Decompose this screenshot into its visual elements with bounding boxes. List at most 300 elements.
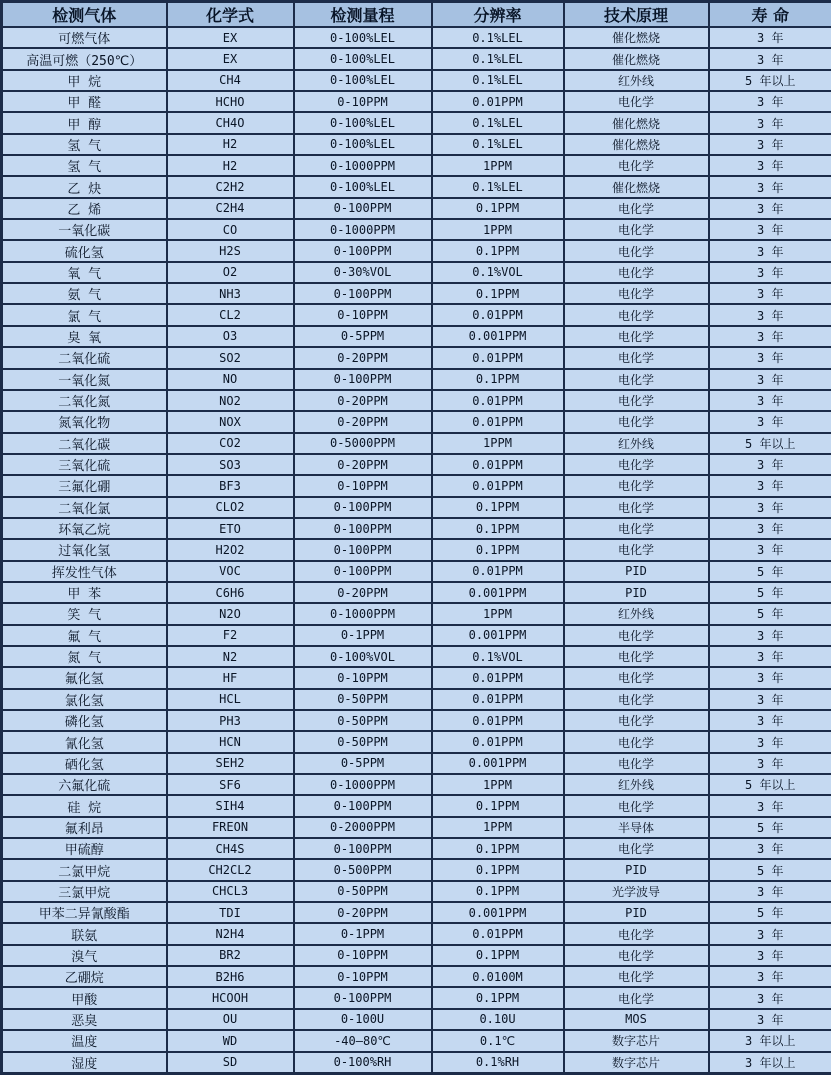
cell-range: 0-100%LEL [294, 70, 432, 91]
cell-gas-name: 硅 烷 [2, 795, 167, 816]
table-row [2, 155, 831, 176]
cell-lifespan: 5 年以上 [709, 774, 831, 795]
cell-principle: 电化学 [564, 987, 709, 1008]
table-row [2, 262, 831, 283]
cell-range: 0-10PPM [294, 304, 432, 325]
cell-principle: 电化学 [564, 155, 709, 176]
cell-gas-name: 氨 气 [2, 283, 167, 304]
cell-gas-name: 三氧化硫 [2, 454, 167, 475]
cell-resolution: 0.1PPM [432, 539, 564, 560]
table-row [2, 667, 831, 688]
cell-lifespan: 3 年 [709, 539, 831, 560]
cell-principle: 电化学 [564, 689, 709, 710]
cell-principle: 电化学 [564, 283, 709, 304]
cell-range: -40—80℃ [294, 1030, 432, 1051]
cell-lifespan: 3 年以上 [709, 1030, 831, 1051]
cell-lifespan: 3 年 [709, 262, 831, 283]
table-row [2, 48, 831, 69]
cell-resolution: 0.01PPM [432, 689, 564, 710]
cell-resolution: 0.01PPM [432, 561, 564, 582]
cell-resolution: 0.1PPM [432, 838, 564, 859]
cell-formula: CLO2 [167, 497, 294, 518]
cell-resolution: 0.01PPM [432, 304, 564, 325]
cell-lifespan: 3 年 [709, 176, 831, 197]
table-row [2, 582, 831, 603]
cell-gas-name: 甲 苯 [2, 582, 167, 603]
column-header-range: 检测量程 [294, 2, 432, 28]
table-row [2, 966, 831, 987]
cell-range: 0-100PPM [294, 198, 432, 219]
column-header-principle: 技术原理 [564, 2, 709, 28]
cell-range: 0-1000PPM [294, 219, 432, 240]
cell-formula: H2 [167, 134, 294, 155]
cell-resolution: 0.01PPM [432, 91, 564, 112]
cell-principle: 电化学 [564, 262, 709, 283]
cell-formula: F2 [167, 625, 294, 646]
table-row [2, 603, 831, 624]
cell-range: 0-100U [294, 1009, 432, 1030]
cell-lifespan: 5 年以上 [709, 70, 831, 91]
cell-formula: BR2 [167, 945, 294, 966]
cell-lifespan: 3 年 [709, 411, 831, 432]
cell-principle: 光学波导 [564, 881, 709, 902]
cell-principle: 红外线 [564, 70, 709, 91]
cell-formula: C2H2 [167, 176, 294, 197]
cell-principle: 电化学 [564, 667, 709, 688]
cell-principle: 催化燃烧 [564, 112, 709, 133]
cell-lifespan: 3 年以上 [709, 1052, 831, 1074]
cell-resolution: 0.1℃ [432, 1030, 564, 1051]
cell-resolution: 0.1PPM [432, 795, 564, 816]
cell-gas-name: 氢 气 [2, 155, 167, 176]
cell-range: 0-100PPM [294, 497, 432, 518]
table-row [2, 753, 831, 774]
cell-resolution: 0.1PPM [432, 240, 564, 261]
cell-lifespan: 3 年 [709, 497, 831, 518]
cell-principle: 电化学 [564, 347, 709, 368]
cell-lifespan: 3 年 [709, 155, 831, 176]
cell-gas-name: 六氟化硫 [2, 774, 167, 795]
cell-gas-name: 二氯甲烷 [2, 859, 167, 880]
cell-range: 0-500PPM [294, 859, 432, 880]
cell-gas-name: 氯化氢 [2, 689, 167, 710]
cell-resolution: 0.10U [432, 1009, 564, 1030]
cell-principle: 电化学 [564, 731, 709, 752]
cell-formula: H2O2 [167, 539, 294, 560]
cell-lifespan: 3 年 [709, 454, 831, 475]
cell-formula: H2 [167, 155, 294, 176]
cell-resolution: 0.001PPM [432, 582, 564, 603]
cell-range: 0-50PPM [294, 689, 432, 710]
cell-gas-name: 乙 烯 [2, 198, 167, 219]
table-row [2, 859, 831, 880]
cell-formula: SO3 [167, 454, 294, 475]
cell-gas-name: 氯 气 [2, 304, 167, 325]
table-row [2, 881, 831, 902]
cell-formula: ETO [167, 518, 294, 539]
cell-formula: CH4O [167, 112, 294, 133]
cell-principle: 催化燃烧 [564, 134, 709, 155]
cell-lifespan: 3 年 [709, 731, 831, 752]
cell-resolution: 0.1PPM [432, 283, 564, 304]
cell-principle: 数字芯片 [564, 1030, 709, 1051]
cell-gas-name: 乙硼烷 [2, 966, 167, 987]
table-row [2, 283, 831, 304]
cell-gas-name: 臭 氧 [2, 326, 167, 347]
cell-lifespan: 3 年 [709, 753, 831, 774]
cell-resolution: 1PPM [432, 817, 564, 838]
cell-resolution: 1PPM [432, 219, 564, 240]
cell-principle: 电化学 [564, 454, 709, 475]
table-row [2, 198, 831, 219]
cell-lifespan: 3 年 [709, 390, 831, 411]
table-row [2, 817, 831, 838]
cell-formula: CO [167, 219, 294, 240]
cell-principle: 电化学 [564, 369, 709, 390]
cell-resolution: 0.01PPM [432, 347, 564, 368]
cell-formula: SF6 [167, 774, 294, 795]
table-row [2, 923, 831, 944]
cell-range: 0-20PPM [294, 347, 432, 368]
cell-principle: PID [564, 582, 709, 603]
cell-principle: PID [564, 561, 709, 582]
cell-gas-name: 二氧化氯 [2, 497, 167, 518]
cell-gas-name: 三氟化硼 [2, 475, 167, 496]
cell-gas-name: 甲 烷 [2, 70, 167, 91]
cell-resolution: 0.1%LEL [432, 176, 564, 197]
table-row [2, 454, 831, 475]
cell-formula: CH4S [167, 838, 294, 859]
cell-range: 0-5000PPM [294, 433, 432, 454]
cell-resolution: 1PPM [432, 774, 564, 795]
table-row [2, 561, 831, 582]
cell-range: 0-5PPM [294, 326, 432, 347]
column-header-formula: 化学式 [167, 2, 294, 28]
cell-range: 0-100PPM [294, 518, 432, 539]
cell-gas-name: 氰化氢 [2, 731, 167, 752]
cell-resolution: 1PPM [432, 603, 564, 624]
table-row [2, 70, 831, 91]
cell-principle: PID [564, 859, 709, 880]
cell-range: 0-1000PPM [294, 774, 432, 795]
cell-resolution: 0.1PPM [432, 369, 564, 390]
table-row [2, 134, 831, 155]
cell-formula: EX [167, 27, 294, 48]
cell-formula: CO2 [167, 433, 294, 454]
cell-range: 0-10PPM [294, 667, 432, 688]
cell-formula: OU [167, 1009, 294, 1030]
cell-principle: 电化学 [564, 966, 709, 987]
cell-lifespan: 3 年 [709, 198, 831, 219]
cell-principle: 电化学 [564, 411, 709, 432]
cell-lifespan: 3 年 [709, 881, 831, 902]
cell-formula: EX [167, 48, 294, 69]
cell-gas-name: 氮氧化物 [2, 411, 167, 432]
cell-gas-name: 过氧化氢 [2, 539, 167, 560]
cell-range: 0-100PPM [294, 795, 432, 816]
cell-gas-name: 氟化氢 [2, 667, 167, 688]
cell-formula: CL2 [167, 304, 294, 325]
cell-lifespan: 3 年 [709, 475, 831, 496]
cell-resolution: 0.1%LEL [432, 70, 564, 91]
cell-formula: HF [167, 667, 294, 688]
cell-formula: BF3 [167, 475, 294, 496]
cell-resolution: 1PPM [432, 433, 564, 454]
cell-range: 0-10PPM [294, 475, 432, 496]
cell-lifespan: 3 年 [709, 326, 831, 347]
column-header-gas: 检测气体 [2, 2, 167, 28]
table-row [2, 390, 831, 411]
cell-range: 0-100%LEL [294, 176, 432, 197]
table-row [2, 539, 831, 560]
header-row [2, 2, 831, 28]
cell-gas-name: 一氧化碳 [2, 219, 167, 240]
cell-resolution: 0.01PPM [432, 710, 564, 731]
cell-gas-name: 甲苯二异氰酸酯 [2, 902, 167, 923]
cell-range: 0-1PPM [294, 625, 432, 646]
cell-principle: 电化学 [564, 539, 709, 560]
cell-range: 0-20PPM [294, 390, 432, 411]
cell-range: 0-50PPM [294, 710, 432, 731]
cell-formula: NO [167, 369, 294, 390]
cell-lifespan: 3 年 [709, 987, 831, 1008]
cell-gas-name: 氢 气 [2, 134, 167, 155]
cell-resolution: 0.01PPM [432, 667, 564, 688]
cell-range: 0-100PPM [294, 283, 432, 304]
table-row [2, 347, 831, 368]
cell-principle: 电化学 [564, 945, 709, 966]
cell-lifespan: 3 年 [709, 966, 831, 987]
cell-lifespan: 3 年 [709, 347, 831, 368]
cell-range: 0-5PPM [294, 753, 432, 774]
table-row [2, 112, 831, 133]
cell-lifespan: 5 年 [709, 859, 831, 880]
cell-formula: HCHO [167, 91, 294, 112]
table-row [2, 369, 831, 390]
cell-gas-name: 磷化氢 [2, 710, 167, 731]
cell-lifespan: 5 年 [709, 817, 831, 838]
cell-lifespan: 5 年 [709, 603, 831, 624]
cell-formula: N2H4 [167, 923, 294, 944]
cell-gas-name: 甲 醛 [2, 91, 167, 112]
cell-range: 0-100%LEL [294, 112, 432, 133]
cell-resolution: 0.001PPM [432, 625, 564, 646]
cell-range: 0-20PPM [294, 454, 432, 475]
cell-principle: 电化学 [564, 198, 709, 219]
cell-principle: 催化燃烧 [564, 176, 709, 197]
cell-range: 0-20PPM [294, 582, 432, 603]
table-row [2, 27, 831, 48]
cell-range: 0-20PPM [294, 902, 432, 923]
cell-range: 0-100%VOL [294, 646, 432, 667]
cell-principle: 电化学 [564, 326, 709, 347]
table-row [2, 731, 831, 752]
cell-formula: TDI [167, 902, 294, 923]
cell-lifespan: 3 年 [709, 304, 831, 325]
cell-gas-name: 硫化氢 [2, 240, 167, 261]
cell-gas-name: 湿度 [2, 1052, 167, 1074]
cell-resolution: 0.1%RH [432, 1052, 564, 1074]
cell-resolution: 0.1%LEL [432, 27, 564, 48]
cell-principle: 电化学 [564, 240, 709, 261]
table-row [2, 625, 831, 646]
cell-formula: CH2CL2 [167, 859, 294, 880]
table-row [2, 945, 831, 966]
cell-lifespan: 3 年 [709, 710, 831, 731]
cell-formula: SD [167, 1052, 294, 1074]
cell-lifespan: 5 年 [709, 561, 831, 582]
cell-resolution: 0.1PPM [432, 497, 564, 518]
cell-gas-name: 三氯甲烷 [2, 881, 167, 902]
cell-formula: H2S [167, 240, 294, 261]
cell-principle: 催化燃烧 [564, 27, 709, 48]
cell-gas-name: 挥发性气体 [2, 561, 167, 582]
column-header-resolution: 分辨率 [432, 2, 564, 28]
cell-formula: HCOOH [167, 987, 294, 1008]
table-row [2, 518, 831, 539]
cell-principle: 红外线 [564, 603, 709, 624]
cell-range: 0-2000PPM [294, 817, 432, 838]
table-row [2, 176, 831, 197]
cell-resolution: 0.1%LEL [432, 134, 564, 155]
table-row [2, 411, 831, 432]
cell-principle: MOS [564, 1009, 709, 1030]
cell-gas-name: 高温可燃（250℃） [2, 48, 167, 69]
cell-gas-name: 笑 气 [2, 603, 167, 624]
cell-range: 0-100PPM [294, 561, 432, 582]
cell-resolution: 0.01PPM [432, 454, 564, 475]
cell-resolution: 0.001PPM [432, 326, 564, 347]
cell-formula: O3 [167, 326, 294, 347]
cell-gas-name: 一氧化氮 [2, 369, 167, 390]
cell-lifespan: 3 年 [709, 923, 831, 944]
cell-principle: 电化学 [564, 91, 709, 112]
cell-gas-name: 甲 醇 [2, 112, 167, 133]
cell-formula: B2H6 [167, 966, 294, 987]
cell-gas-name: 二氧化硫 [2, 347, 167, 368]
cell-resolution: 0.1PPM [432, 881, 564, 902]
cell-lifespan: 3 年 [709, 27, 831, 48]
cell-gas-name: 硒化氢 [2, 753, 167, 774]
column-header-lifespan: 寿 命 [709, 2, 831, 28]
cell-gas-name: 溴气 [2, 945, 167, 966]
cell-principle: 催化燃烧 [564, 48, 709, 69]
cell-principle: 数字芯片 [564, 1052, 709, 1074]
cell-principle: 电化学 [564, 923, 709, 944]
cell-range: 0-100PPM [294, 539, 432, 560]
cell-principle: 电化学 [564, 304, 709, 325]
cell-lifespan: 3 年 [709, 838, 831, 859]
table-row [2, 987, 831, 1008]
cell-principle: 电化学 [564, 753, 709, 774]
cell-gas-name: 二氧化碳 [2, 433, 167, 454]
cell-formula: HCL [167, 689, 294, 710]
cell-gas-name: 甲酸 [2, 987, 167, 1008]
cell-range: 0-100%LEL [294, 134, 432, 155]
cell-resolution: 0.001PPM [432, 902, 564, 923]
cell-lifespan: 5 年以上 [709, 433, 831, 454]
cell-gas-name: 温度 [2, 1030, 167, 1051]
cell-formula: FREON [167, 817, 294, 838]
cell-principle: 电化学 [564, 625, 709, 646]
cell-formula: CH4 [167, 70, 294, 91]
cell-gas-name: 氟 气 [2, 625, 167, 646]
cell-resolution: 0.01PPM [432, 411, 564, 432]
cell-formula: N2 [167, 646, 294, 667]
table-body [2, 27, 831, 1074]
cell-gas-name: 可燃气体 [2, 27, 167, 48]
table-row [2, 1009, 831, 1030]
cell-range: 0-100PPM [294, 987, 432, 1008]
cell-resolution: 0.1PPM [432, 987, 564, 1008]
cell-gas-name: 二氧化氮 [2, 390, 167, 411]
cell-resolution: 0.1%VOL [432, 262, 564, 283]
cell-resolution: 0.1PPM [432, 198, 564, 219]
cell-formula: C6H6 [167, 582, 294, 603]
cell-principle: 红外线 [564, 433, 709, 454]
table-row [2, 91, 831, 112]
table-row [2, 795, 831, 816]
cell-formula: HCN [167, 731, 294, 752]
cell-formula: C2H4 [167, 198, 294, 219]
cell-formula: SIH4 [167, 795, 294, 816]
cell-resolution: 0.1PPM [432, 945, 564, 966]
cell-range: 0-30%VOL [294, 262, 432, 283]
cell-range: 0-100%RH [294, 1052, 432, 1074]
table-row [2, 710, 831, 731]
cell-range: 0-10PPM [294, 966, 432, 987]
cell-formula: NO2 [167, 390, 294, 411]
cell-range: 0-100PPM [294, 369, 432, 390]
cell-lifespan: 3 年 [709, 134, 831, 155]
table-row [2, 219, 831, 240]
cell-principle: 电化学 [564, 219, 709, 240]
cell-resolution: 0.001PPM [432, 753, 564, 774]
cell-gas-name: 恶臭 [2, 1009, 167, 1030]
cell-lifespan: 3 年 [709, 219, 831, 240]
cell-resolution: 0.1%LEL [432, 48, 564, 69]
cell-principle: PID [564, 902, 709, 923]
cell-resolution: 1PPM [432, 155, 564, 176]
cell-principle: 半导体 [564, 817, 709, 838]
cell-lifespan: 3 年 [709, 1009, 831, 1030]
cell-lifespan: 3 年 [709, 240, 831, 261]
cell-gas-name: 联氨 [2, 923, 167, 944]
cell-lifespan: 3 年 [709, 646, 831, 667]
cell-lifespan: 5 年 [709, 582, 831, 603]
table-row [2, 689, 831, 710]
cell-range: 0-100PPM [294, 240, 432, 261]
table-row [2, 774, 831, 795]
cell-formula: SEH2 [167, 753, 294, 774]
cell-range: 0-1000PPM [294, 155, 432, 176]
cell-lifespan: 3 年 [709, 625, 831, 646]
table-row [2, 475, 831, 496]
cell-resolution: 0.01PPM [432, 731, 564, 752]
cell-formula: O2 [167, 262, 294, 283]
cell-resolution: 0.1%LEL [432, 112, 564, 133]
cell-range: 0-100PPM [294, 838, 432, 859]
cell-range: 0-10PPM [294, 91, 432, 112]
cell-resolution: 0.01PPM [432, 923, 564, 944]
cell-resolution: 0.1PPM [432, 518, 564, 539]
cell-resolution: 0.01PPM [432, 475, 564, 496]
cell-formula: SO2 [167, 347, 294, 368]
cell-resolution: 0.1%VOL [432, 646, 564, 667]
cell-resolution: 0.01PPM [432, 390, 564, 411]
cell-principle: 红外线 [564, 774, 709, 795]
cell-formula: NOX [167, 411, 294, 432]
